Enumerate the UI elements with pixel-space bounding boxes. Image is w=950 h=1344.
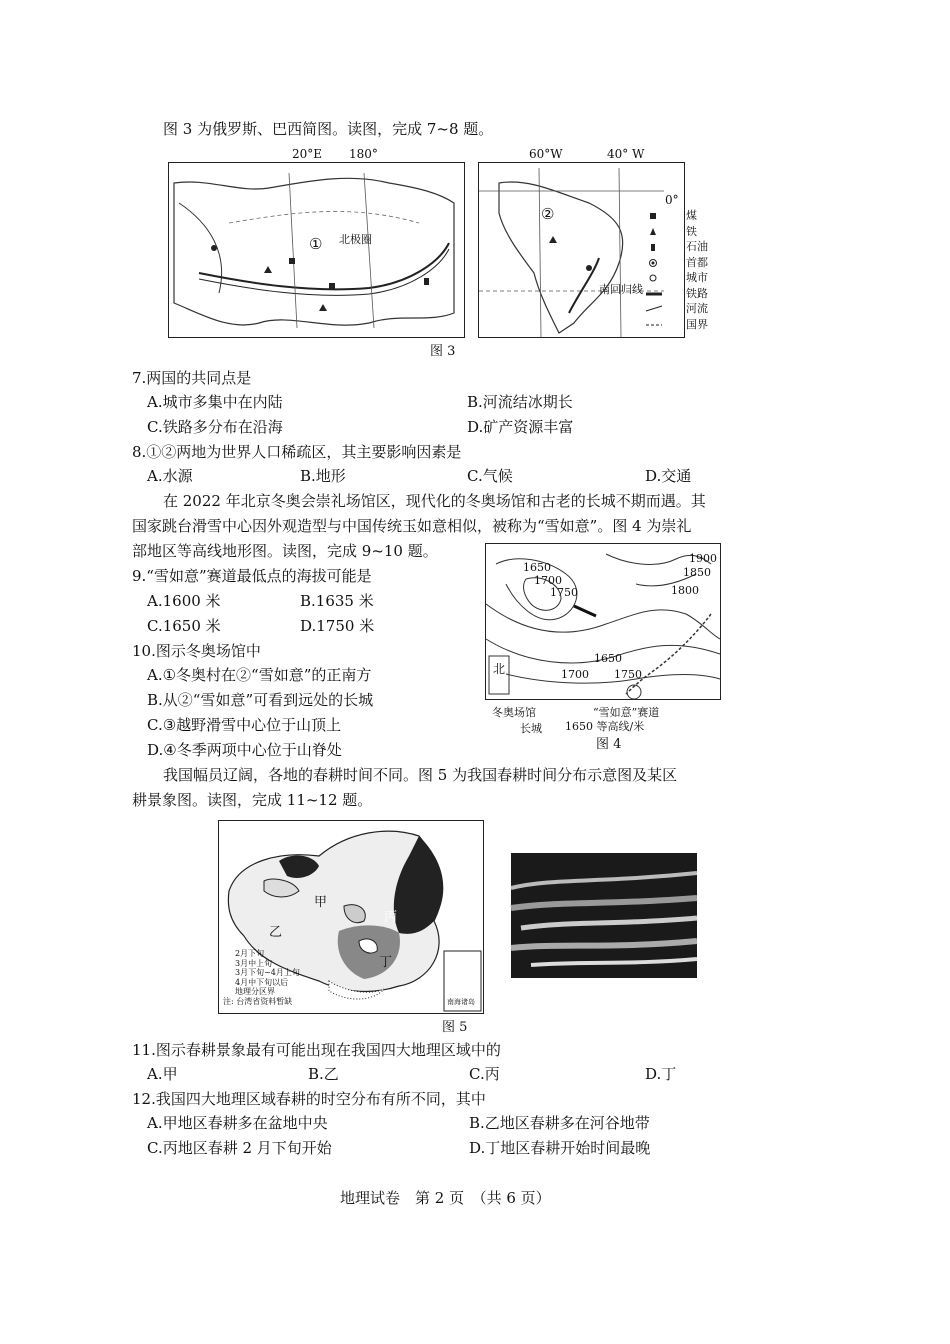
fig4-legend-wall: 长城 <box>520 722 542 735</box>
equator-label: 0° <box>665 193 679 207</box>
contour-label-1750a: 1750 <box>550 586 578 599</box>
north-arrow-label: 北 <box>493 662 506 676</box>
q12-option-b[interactable]: B.乙地区春耕多在河谷地带 <box>469 1114 650 1132</box>
fig3-legend <box>668 208 708 332</box>
q8-stem: 8.①②两地为世界人口稀疏区，其主要影响因素是 <box>132 443 462 461</box>
legend-coal: 煤 <box>686 209 697 222</box>
fig4-legend-venue: 冬奥场馆 <box>492 706 536 719</box>
figure-4 <box>485 543 721 700</box>
q8-option-b[interactable]: B.地形 <box>300 467 346 485</box>
q12-option-d[interactable]: D.丁地区春耕开始时间最晚 <box>469 1139 651 1157</box>
q9-option-a[interactable]: A.1600 米 <box>147 592 221 610</box>
legend-note: 注: 台湾省资料暂缺 <box>223 996 293 1006</box>
brazil-lon1: 60°W <box>529 147 563 161</box>
legend-capital: 首都 <box>686 255 708 269</box>
q7-option-d[interactable]: D.矿产资源丰富 <box>467 418 574 436</box>
q9-stem: 9.“雪如意”赛道最低点的海拔可能是 <box>132 567 372 585</box>
q11-option-a[interactable]: A.甲 <box>147 1065 178 1083</box>
contour-label-1650a: 1650 <box>523 561 551 574</box>
q7-option-a[interactable]: A.城市多集中在内陆 <box>147 393 283 411</box>
q8-option-c[interactable]: C.气候 <box>467 467 513 485</box>
terrace-photo <box>511 853 697 978</box>
legend-city: 城市 <box>686 271 708 284</box>
arctic-circle-label: 北极圈 <box>339 233 372 246</box>
q10-option-b[interactable]: B.从②“雪如意”可看到远处的长城 <box>147 691 374 709</box>
q12-option-a[interactable]: A.甲地区春耕多在盆地中央 <box>147 1114 328 1132</box>
intro-fig3: 图 3 为俄罗斯、巴西简图。读图，完成 7~8 题。 <box>163 120 494 138</box>
fig4-legend-contour: 1650 等高线/米 <box>565 720 645 733</box>
intro-fig5-line1: 我国幅员辽阔，各地的春耕时间不同。图 5 为我国春耕时间分布示意图及某区 <box>163 766 678 784</box>
q11-option-b[interactable]: B.乙 <box>308 1065 339 1083</box>
russia-lon2: 180° <box>349 147 378 161</box>
q7-stem: 7.两国的共同点是 <box>132 369 252 387</box>
q10-option-d[interactable]: D.④冬季两项中心位于山脊处 <box>147 741 342 759</box>
legend-oil: 石油 <box>686 240 708 253</box>
q9-option-d[interactable]: D.1750 米 <box>300 617 375 635</box>
figure-5-map <box>218 820 484 1014</box>
fig3-caption: 图 3 <box>430 344 456 359</box>
q10-stem: 10.图示冬奥场馆中 <box>132 642 261 660</box>
legend-late-feb: 2月下旬 <box>235 949 265 958</box>
q12-option-c[interactable]: C.丙地区春耕 2 月下旬开始 <box>147 1139 332 1157</box>
figure-3 <box>168 147 708 359</box>
region-yi: 乙 <box>269 925 283 940</box>
brazil-lon2: 40° W <box>607 147 645 161</box>
contour-label-1850: 1850 <box>683 566 711 579</box>
contour-label-1700b: 1700 <box>561 668 589 681</box>
fig5-caption: 图 5 <box>442 1020 468 1035</box>
q10-option-c[interactable]: C.③越野滑雪中心位于山顶上 <box>147 716 342 734</box>
legend-boundary: 地理分区界 <box>235 987 275 996</box>
legend-railway: 铁路 <box>686 286 708 300</box>
legend-early-mar: 3月中上旬 <box>235 958 273 968</box>
q11-stem: 11.图示春耕景象最有可能出现在我国四大地理区域中的 <box>132 1041 501 1059</box>
contour-label-1700a: 1700 <box>534 574 562 587</box>
russia-lon1: 20°E <box>292 147 323 161</box>
contour-label-1750b: 1750 <box>614 668 642 681</box>
russia-region-label: ① <box>309 235 323 253</box>
region-jia: 甲 <box>314 895 328 910</box>
contour-label-1800: 1800 <box>671 584 699 597</box>
legend-late-mar: 3月下旬~4月上旬 <box>235 968 300 977</box>
fig4-caption: 图 4 <box>596 737 622 752</box>
intro-fig4-line3: 部地区等高线地形图。读图，完成 9~10 题。 <box>132 542 438 560</box>
intro-fig4-line2: 国家跳台滑雪中心因外观造型与中国传统玉如意相似，被称为“雪如意”。图 4 为崇礼 <box>132 517 692 535</box>
q8-option-d[interactable]: D.交通 <box>645 467 692 485</box>
region-ding: 丁 <box>379 955 393 970</box>
q11-option-d[interactable]: D.丁 <box>645 1065 677 1083</box>
q7-option-b[interactable]: B.河流结冰期长 <box>467 393 573 411</box>
q9-option-b[interactable]: B.1635 米 <box>300 592 374 610</box>
q12-stem: 12.我国四大地理区域春耕的时空分布有所不同，其中 <box>132 1090 486 1108</box>
legend-mid-apr: 4月中下旬以后 <box>235 977 289 987</box>
q7-option-c[interactable]: C.铁路多分布在沿海 <box>147 418 283 436</box>
brazil-region-label: ② <box>541 205 555 223</box>
intro-fig5-line2: 耕景象图。读图，完成 11~12 题。 <box>132 791 373 809</box>
intro-fig4-line1: 在 2022 年北京冬奥会崇礼场馆区，现代化的冬奥场馆和古老的长城不期而遇。其 <box>163 492 706 510</box>
page-footer: 地理试卷 第 2 页 （共 6 页） <box>340 1189 551 1207</box>
q10-option-a[interactable]: A.①冬奥村在②“雪如意”的正南方 <box>147 666 372 684</box>
tropic-label: 南回归线 <box>599 283 643 296</box>
brazil-map <box>478 147 685 338</box>
q11-option-c[interactable]: C.丙 <box>469 1065 500 1083</box>
q8-option-a[interactable]: A.水源 <box>147 467 193 485</box>
legend-river: 河流 <box>686 302 708 315</box>
russia-map <box>168 147 465 338</box>
contour-label-1900: 1900 <box>689 552 717 565</box>
region-bing: 丙 <box>384 910 398 925</box>
inset-label: 南海诸岛 <box>447 998 475 1006</box>
legend-iron: 铁 <box>686 224 697 238</box>
fig5-legend <box>223 949 300 1006</box>
q9-option-c[interactable]: C.1650 米 <box>147 617 221 635</box>
fig4-legend-track: “雪如意”赛道 <box>593 706 660 719</box>
contour-label-1650b: 1650 <box>594 652 622 665</box>
legend-border: 国界 <box>686 317 708 331</box>
